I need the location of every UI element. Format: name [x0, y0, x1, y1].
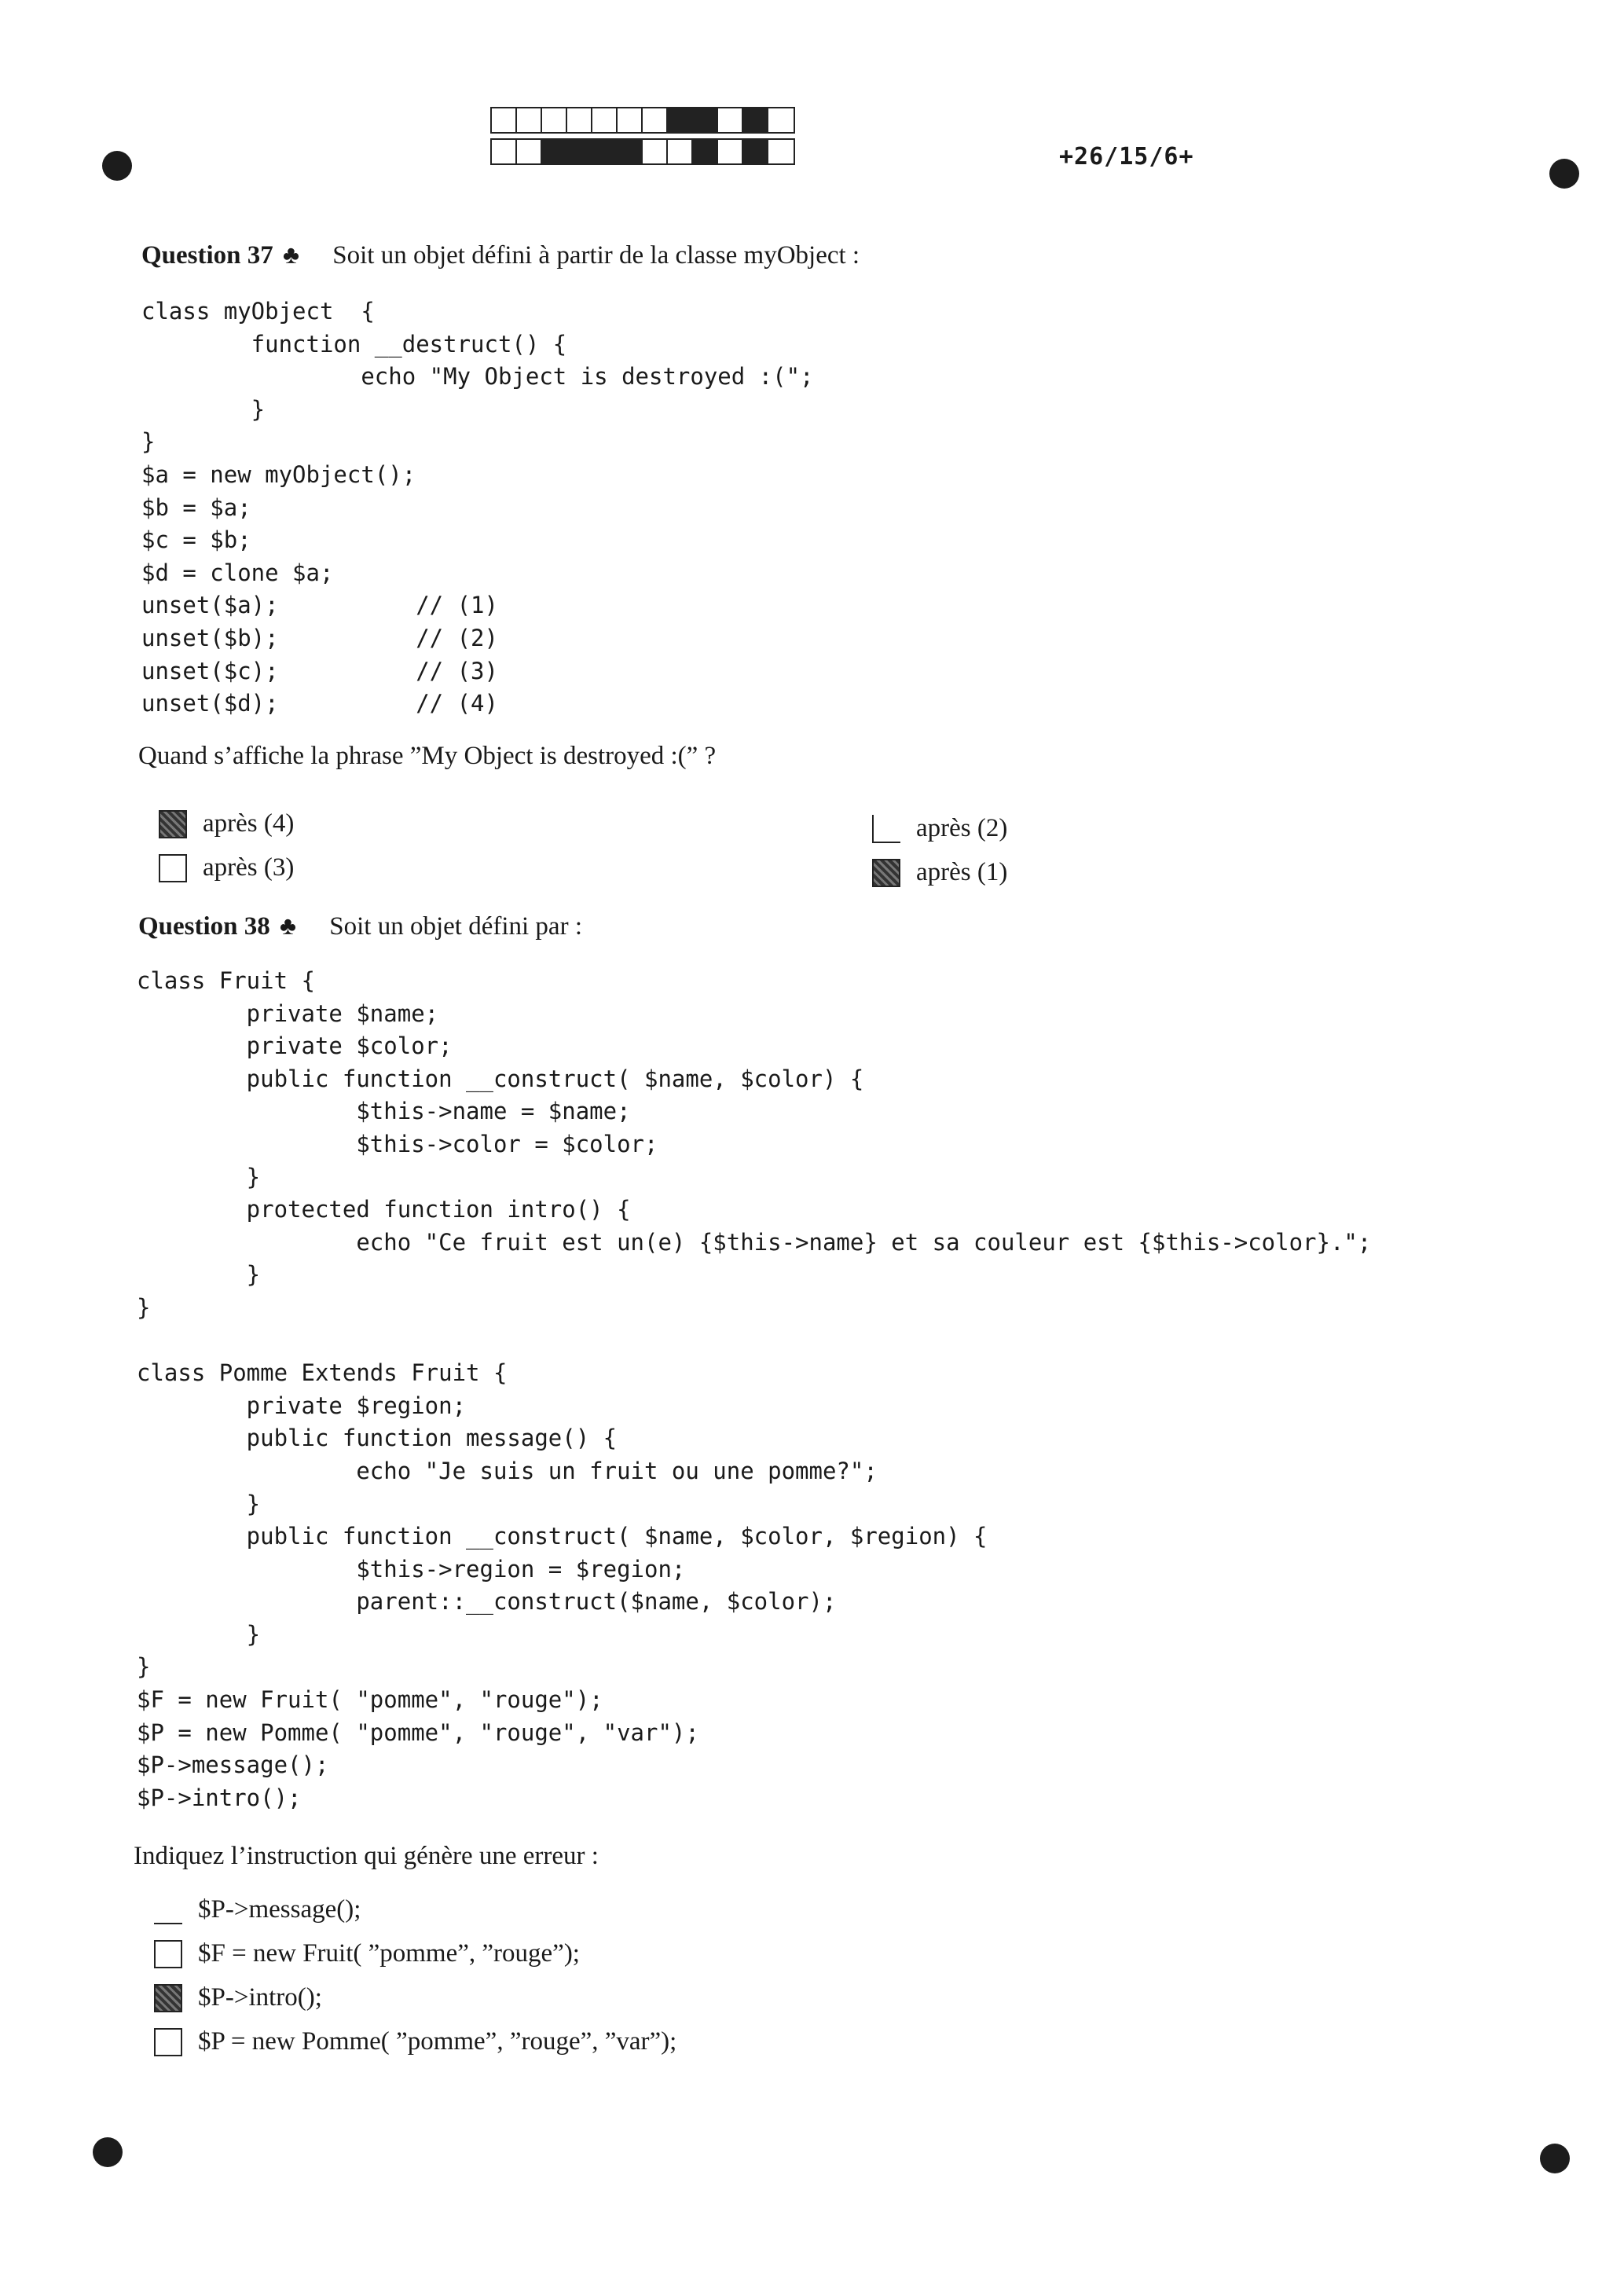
question-37-intro: Soit un objet défini à partir de la classe myObject :: [332, 241, 860, 270]
q37-answer-4[interactable]: [872, 858, 1007, 887]
code-bar-cell: [517, 140, 542, 163]
code-bar-cell: [768, 108, 794, 132]
answer-label: après (4): [203, 809, 295, 838]
question-38-label: Question 38: [138, 912, 270, 941]
question-37-label: Question 37: [141, 241, 273, 270]
question-37-heading: [141, 240, 860, 270]
question-38-code: class Fruit { private $name; private $color; public function __construct( $name, $color) { $this->name = $name; $this->color = $color; } protected function intro() { echo "Ce fruit est un(e) {$this->name} et sa couleur est {$this->color}."; } } class Pomme Extends Fruit { private $region; public function message() { echo "Je suis un fruit ou une pomme?"; } public function __construct( $name, $color, $region) { $this->region = $region; parent::__construct($name, $color); } } $F = new Fruit( "pomme", "rouge"); $P = new Pomme( "pomme", "rouge", "var"); $P->message(); $P->intro();: [137, 967, 1372, 1811]
code-bar-cell: [718, 140, 743, 163]
code-bar-cell: [718, 108, 743, 132]
club-icon: ♣: [280, 911, 297, 940]
answer-checkbox[interactable]: [872, 859, 900, 887]
club-icon: ♣: [283, 240, 300, 269]
code-bar-cell: [592, 140, 618, 163]
code-bar-cell: [492, 140, 517, 163]
answer-label: $P = new Pomme( ”pomme”, ”rouge”, ”var”);: [198, 2027, 677, 2056]
question-37-prompt: Quand s’affiche la phrase ”My Object is destroyed :(” ?: [138, 742, 717, 770]
code-bar-cell: [668, 140, 693, 163]
answer-checkbox[interactable]: [154, 2028, 182, 2056]
answer-checkbox[interactable]: [159, 854, 187, 882]
code-bar-cell: [618, 108, 643, 132]
answer-label: $F = new Fruit( ”pomme”, ”rouge”);: [198, 1939, 580, 1968]
registration-mark-bottom-right: [1540, 2144, 1570, 2173]
question-38-intro: Soit un objet défini par :: [329, 912, 582, 941]
question-37-code: class myObject { function __destruct() { echo "My Object is destroyed :("; } } $a = new myObject(); $b = $a; $c = $b; $d = clone $a; unset($a); // (1) unset($b); // (2) unset($c); // (3) unset($d); // (4): [141, 298, 814, 717]
registration-mark-bottom-left: [93, 2137, 123, 2167]
code-bar-cell: [517, 108, 542, 132]
q38-answer-4[interactable]: [154, 2027, 676, 2056]
q38-answer-2[interactable]: [154, 1939, 580, 1968]
q38-answer-3[interactable]: [154, 1983, 322, 2012]
code-bar-cell: [592, 108, 618, 132]
code-bar-cell: [618, 140, 643, 163]
answer-checkbox[interactable]: [872, 815, 900, 843]
answer-checkbox[interactable]: [154, 1984, 182, 2012]
id-code-bar-2: [490, 138, 795, 165]
q37-answer-1[interactable]: [159, 809, 294, 838]
answer-label: $P->intro();: [198, 1983, 322, 2012]
code-bar-cell: [693, 108, 718, 132]
code-bar-cell: [542, 108, 567, 132]
answer-checkbox[interactable]: [154, 1940, 182, 1968]
code-bar-cell: [743, 140, 768, 163]
q37-answer-3[interactable]: [872, 814, 1007, 843]
question-38-heading: [138, 911, 582, 941]
answer-checkbox[interactable]: [159, 810, 187, 838]
code-bar-cell: [643, 140, 668, 163]
answer-label: après (2): [916, 814, 1008, 842]
code-bar-cell: [668, 108, 693, 132]
code-bar-cell: [567, 108, 592, 132]
question-38-prompt: Indiquez l’instruction qui génère une erreur :: [134, 1842, 599, 1870]
code-bar-cell: [643, 108, 668, 132]
q37-answer-2[interactable]: [159, 853, 294, 882]
q38-answer-1[interactable]: [154, 1895, 361, 1924]
registration-mark-top-right: [1549, 159, 1579, 189]
code-bar-cell: [567, 140, 592, 163]
code-bar-cell: [492, 108, 517, 132]
code-bar-cell: [693, 140, 718, 163]
answer-label: après (3): [203, 853, 295, 882]
registration-mark-top-left: [102, 151, 132, 181]
code-bar-cell: [743, 108, 768, 132]
id-code-bar-1: [490, 107, 795, 134]
page-reference: +26/15/6+: [1059, 143, 1194, 171]
code-bar-cell: [542, 140, 567, 163]
code-bar-cell: [768, 140, 794, 163]
answer-label: après (1): [916, 858, 1008, 886]
answer-checkbox[interactable]: [154, 1896, 182, 1924]
answer-label: $P->message();: [198, 1895, 361, 1924]
